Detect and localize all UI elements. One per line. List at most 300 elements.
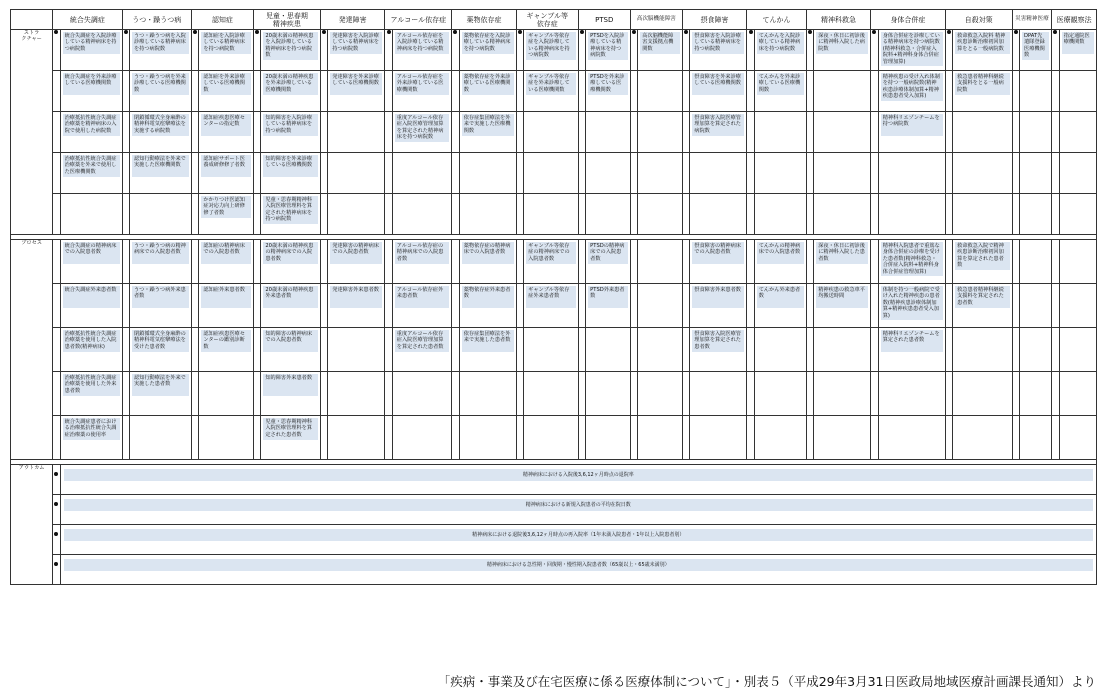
indicator-cell: [524, 71, 579, 112]
bullet-cell: [320, 194, 327, 235]
indicator-cell: [129, 372, 191, 416]
bullet-cell: [53, 372, 60, 416]
bullet-cell: [682, 112, 689, 153]
indicator-cell: [60, 240, 122, 284]
indicator-cell: [199, 153, 254, 194]
indicator-text: 指定通院医療機関数: [1062, 32, 1094, 54]
indicator-text: てんかんの精神病床での入院患者数: [757, 242, 804, 264]
bullet-dot: [124, 30, 128, 34]
bullet-dot: [54, 562, 58, 566]
indicator-cell: [261, 416, 321, 460]
bullet-cell: [320, 71, 327, 112]
indicator-text: 認知症を入院診療している精神病床を持つ病院数: [201, 32, 251, 54]
indicator-cell: [328, 328, 385, 372]
indicator-cell: [392, 153, 452, 194]
indicator-text: 20歳未満の精神疾患を外来診療している医療機関数: [263, 73, 318, 95]
bullet-cell: [516, 112, 523, 153]
indicator-text: PTSDを外来診療している医療機関数: [588, 73, 628, 95]
indicator-text: 依存症集団療法を外来で実施した患者数: [462, 330, 514, 352]
bullet-cell: [53, 30, 60, 71]
bullet-cell: [682, 416, 689, 460]
bullet-cell: [1052, 112, 1059, 153]
bullet-cell: [945, 153, 952, 194]
bullet-cell: [630, 240, 637, 284]
indicator-cell: [754, 240, 806, 284]
bullet-cell: [516, 416, 523, 460]
indicator-cell: [953, 284, 1013, 328]
indicator-text: 認知行動療法を外来で実施した医療機関数: [132, 155, 189, 177]
column-header: 医療観察法: [1052, 10, 1097, 30]
bullet-cell: [452, 328, 459, 372]
bullet-cell: [578, 372, 585, 416]
indicator-text: 治療抵抗性統合失調症治療薬を使用した入院患者数(精神病床): [63, 330, 120, 352]
indicator-cell: [459, 153, 516, 194]
bullet-dot: [255, 30, 259, 34]
outcome-text: 精神病床における退院後3,6,12ヶ月時点の再入院率（1年未満入院患者・1年以上入院患者別）: [64, 529, 1093, 541]
indicator-cell: [459, 416, 516, 460]
indicator-cell: [328, 153, 385, 194]
bullet-cell: [122, 416, 129, 460]
indicator-cell: [129, 194, 191, 235]
indicator-cell: [814, 153, 871, 194]
bullet-cell: [871, 153, 878, 194]
bullet-cell: [516, 71, 523, 112]
bullet-cell: [516, 153, 523, 194]
bullet-cell: [578, 30, 585, 71]
bullet-cell: [385, 284, 392, 328]
indicator-text: アルコール依存症外来患者数: [395, 286, 450, 308]
bullet-cell: [630, 328, 637, 372]
bullet-cell: [53, 555, 60, 585]
indicator-text: 体制を持つ一般病院で受け入れた精神疾患の患者数(精神疾患診療体制加算+精神疾患患者受入加算): [881, 286, 943, 320]
indicator-cell: [392, 328, 452, 372]
indicator-text: PTSDを入院診療している精神病床を持つ病院数: [588, 32, 628, 60]
bullet-dot: [54, 502, 58, 506]
indicator-cell: [814, 240, 871, 284]
indicator-cell: [586, 240, 631, 284]
indicator-cell: [459, 30, 516, 71]
process-row: [11, 372, 1097, 416]
bullet-cell: [682, 328, 689, 372]
indicator-text: かかりつけ医認知症対応力向上研修修了者数: [201, 196, 251, 218]
structure-row: [11, 153, 1097, 194]
indicator-cell: [1059, 153, 1096, 194]
bullet-dot: [580, 30, 584, 34]
indicator-cell: [878, 328, 945, 372]
column-header: 統合失調症: [53, 10, 122, 30]
indicator-cell: [638, 328, 683, 372]
bullet-dot: [947, 30, 951, 34]
indicator-cell: [814, 416, 871, 460]
bullet-dot: [322, 30, 326, 34]
column-header: 高次脳機能障害: [630, 10, 682, 30]
indicator-cell: [392, 284, 452, 328]
indicator-text: 知的障害外来患者数: [263, 374, 318, 396]
bullet-cell: [945, 240, 952, 284]
bullet-dot: [632, 30, 636, 34]
bullet-cell: [747, 112, 754, 153]
bullet-cell: [191, 30, 198, 71]
indicator-cell: [754, 30, 806, 71]
bullet-cell: [385, 112, 392, 153]
bullet-cell: [1012, 153, 1019, 194]
indicator-cell: [690, 71, 747, 112]
bullet-cell: [1052, 284, 1059, 328]
indicator-cell: [199, 71, 254, 112]
bullet-cell: [871, 112, 878, 153]
indicator-text: 高次脳機能障害支援拠点機関数: [640, 32, 680, 54]
indicator-cell: [953, 372, 1013, 416]
bullet-cell: [253, 112, 260, 153]
indicator-cell: [261, 328, 321, 372]
structure-row: [11, 30, 1097, 71]
indicator-text: 認知行動療法を外来で実施した患者数: [132, 374, 189, 396]
bullet-cell: [630, 71, 637, 112]
bullet-cell: [53, 328, 60, 372]
bullet-cell: [1012, 71, 1019, 112]
bullet-cell: [53, 153, 60, 194]
indicator-cell: [754, 328, 806, 372]
bullet-cell: [945, 328, 952, 372]
bullet-cell: [682, 153, 689, 194]
bullet-cell: [191, 194, 198, 235]
indicator-cell: [129, 240, 191, 284]
indicator-cell: [586, 416, 631, 460]
bullet-dot: [684, 30, 688, 34]
bullet-cell: [1052, 240, 1059, 284]
bullet-cell: [53, 465, 60, 495]
bullet-cell: [122, 112, 129, 153]
indicator-cell: [60, 372, 122, 416]
bullet-cell: [1052, 328, 1059, 372]
indicator-text: アルコール依存症を入院診療している精神病床を持つ病院数: [395, 32, 450, 54]
indicator-cell: [524, 416, 579, 460]
column-header: 精神科救急: [806, 10, 870, 30]
bullet-cell: [452, 30, 459, 71]
column-header: 災害精神医療: [1012, 10, 1052, 30]
bullet-cell: [945, 30, 952, 71]
indicator-cell: [328, 284, 385, 328]
bullet-cell: [578, 153, 585, 194]
bullet-cell: [747, 284, 754, 328]
bullet-cell: [53, 194, 60, 235]
indicator-cell: [690, 153, 747, 194]
indicator-cell: [690, 328, 747, 372]
indicator-cell: [638, 194, 683, 235]
indicator-text: 救命救急入院料 精神疾患診断治療初回加算をとる一般病院数: [955, 32, 1010, 54]
indicator-text: 精神科リエゾンチームを持つ病院数: [881, 114, 943, 136]
indicator-cell: [953, 416, 1013, 460]
column-header: 発達障害: [320, 10, 384, 30]
indicator-cell: [392, 112, 452, 153]
indicator-cell: [1020, 372, 1052, 416]
indicator-cell: [638, 153, 683, 194]
bullet-cell: [320, 30, 327, 71]
bullet-cell: [1012, 112, 1019, 153]
indicator-cell: [953, 194, 1013, 235]
indicator-cell: [638, 416, 683, 460]
indicator-text: 統合失調症外来患者数: [63, 286, 120, 308]
indicator-cell: [261, 112, 321, 153]
bullet-cell: [578, 71, 585, 112]
indicator-cell: [878, 240, 945, 284]
bullet-cell: [253, 30, 260, 71]
indicator-cell: [1020, 328, 1052, 372]
indicator-cell: [129, 284, 191, 328]
indicator-text: 摂食障害を入院診療している精神病床を持つ病院数: [692, 32, 744, 54]
bullet-cell: [122, 328, 129, 372]
bullet-cell: [122, 153, 129, 194]
indicator-text: 認知症外来患者数: [201, 286, 251, 308]
indicator-text: 薬物依存症を外来診療している医療機関数: [462, 73, 514, 95]
column-header: 薬物依存症: [452, 10, 516, 30]
indicator-text: 認知症を外来診療している医療機関数: [201, 73, 251, 95]
bullet-cell: [578, 328, 585, 372]
indicator-text: てんかん外来患者数: [757, 286, 804, 308]
indicator-cell: [1020, 153, 1052, 194]
indicator-text: 20歳未満の精神疾患を入院診療している精神病床を持つ病院数: [263, 32, 318, 60]
indicator-text: 深夜・休日に初診後に精神科入院した病院数: [816, 32, 868, 54]
bullet-cell: [385, 71, 392, 112]
indicator-cell: [1020, 416, 1052, 460]
bullet-cell: [452, 240, 459, 284]
indicator-cell: [754, 416, 806, 460]
indicator-cell: [524, 112, 579, 153]
indicator-text: 摂食障害入院医療管理加算を算定された病院数: [692, 114, 744, 136]
indicator-cell: [328, 372, 385, 416]
bullet-cell: [747, 194, 754, 235]
indicator-cell: [814, 30, 871, 71]
bullet-cell: [806, 328, 813, 372]
indicator-text: 深夜・休日に初診後に精神科入院した患者数: [816, 242, 868, 264]
indicator-cell: [814, 372, 871, 416]
column-header: ギャンブル等 依存症: [516, 10, 578, 30]
indicator-text: 知的障害を外来診療している医療機関数: [263, 155, 318, 177]
indicator-cell: [60, 284, 122, 328]
bullet-cell: [191, 416, 198, 460]
bullet-cell: [1052, 194, 1059, 235]
bullet-cell: [53, 284, 60, 328]
process-row: [11, 416, 1097, 460]
bullet-cell: [806, 112, 813, 153]
indicator-cell: [586, 71, 631, 112]
bullet-cell: [630, 30, 637, 71]
indicator-cell: [524, 328, 579, 372]
indicator-cell: [953, 240, 1013, 284]
structure-section-label: ストラ クチャー: [11, 30, 53, 235]
bullet-cell: [747, 416, 754, 460]
bullet-cell: [385, 372, 392, 416]
bullet-dot: [808, 30, 812, 34]
indicator-text: ギャンブル等依存症外来患者数: [526, 286, 576, 308]
indicator-cell: [1020, 112, 1052, 153]
bullet-cell: [122, 194, 129, 235]
bullet-cell: [806, 284, 813, 328]
bullet-cell: [452, 416, 459, 460]
bullet-cell: [871, 240, 878, 284]
indicator-cell: [586, 30, 631, 71]
indicator-cell: [129, 328, 191, 372]
indicator-text: 摂食障害を外来診療している医療機関数: [692, 73, 744, 95]
indicator-text: 薬物依存症外来患者数: [462, 286, 514, 308]
indicator-cell: [814, 112, 871, 153]
bullet-cell: [385, 30, 392, 71]
indicator-cell: [129, 153, 191, 194]
bullet-cell: [1052, 372, 1059, 416]
indicator-cell: [261, 153, 321, 194]
indicator-text: 児童・思春期精神科入院医療管理料を算定された患者数: [263, 418, 318, 440]
indicator-cell: [878, 194, 945, 235]
bullet-cell: [122, 71, 129, 112]
bullet-cell: [1052, 71, 1059, 112]
indicator-cell: [60, 153, 122, 194]
indicator-cell: [392, 416, 452, 460]
column-header: PTSD: [578, 10, 630, 30]
bullet-cell: [682, 71, 689, 112]
indicator-cell: [586, 153, 631, 194]
indicator-cell: [690, 30, 747, 71]
bullet-cell: [578, 194, 585, 235]
bullet-cell: [191, 372, 198, 416]
bullet-cell: [682, 194, 689, 235]
indicator-cell: [60, 71, 122, 112]
bullet-cell: [516, 372, 523, 416]
indicator-text: 薬物依存症を入院診療している精神病床を持つ病院数: [462, 32, 514, 54]
indicator-text: うつ・躁うつ病を入院診療している精神病床を持つ病院数: [132, 32, 189, 54]
indicator-cell: [1020, 284, 1052, 328]
bullet-cell: [871, 284, 878, 328]
indicator-cell: [199, 240, 254, 284]
indicator-cell: [459, 284, 516, 328]
bullet-cell: [871, 30, 878, 71]
bullet-cell: [253, 416, 260, 460]
bullet-cell: [806, 71, 813, 112]
indicator-text: てんかんを外来診療している医療機関数: [757, 73, 804, 95]
bullet-cell: [53, 416, 60, 460]
bullet-cell: [871, 372, 878, 416]
bullet-cell: [1012, 240, 1019, 284]
bullet-cell: [945, 194, 952, 235]
indicator-cell: [459, 372, 516, 416]
indicator-text: 治療抵抗性統合失調症治療薬を精神病床の入院で使用した病院数: [63, 114, 120, 136]
indicator-cell: [261, 30, 321, 71]
indicator-cell: [754, 284, 806, 328]
indicator-text: ギャンブル等依存症を入院診療している精神病床を持つ病院数: [526, 32, 576, 60]
indicator-cell: [1020, 71, 1052, 112]
bullet-cell: [452, 372, 459, 416]
indicator-cell: [328, 71, 385, 112]
column-header: アルコール依存症: [385, 10, 452, 30]
indicator-text: 身体合併症を診療している精神病床を持つ病院数(精神科救急・合併症入院料+精神科身体合併症管理加算): [881, 32, 943, 66]
bullet-cell: [945, 284, 952, 328]
indicator-cell: [814, 194, 871, 235]
indicator-cell: [690, 194, 747, 235]
structure-row: [11, 194, 1097, 235]
indicator-cell: [878, 112, 945, 153]
indicator-text: 認知症疾患医療センターの鑑別診断数: [201, 330, 251, 352]
indicator-text: 精神科リエゾンチームを算定された患者数: [881, 330, 943, 352]
indicator-cell: [129, 416, 191, 460]
indicator-cell: [392, 240, 452, 284]
indicator-text: 救命救急入院で精神疾患診断治療初回加算を算定された患者数: [955, 242, 1010, 270]
indicator-cell: [60, 112, 122, 153]
indicator-cell: [690, 240, 747, 284]
indicator-cell: [878, 284, 945, 328]
indicator-cell: [1059, 240, 1096, 284]
bullet-cell: [1012, 284, 1019, 328]
outcome-text: 精神病床における入院後3,6,12ヶ月時点の退院率: [64, 469, 1093, 481]
bullet-cell: [191, 71, 198, 112]
indicator-text: アルコール依存症の精神病床での入院患者数: [395, 242, 450, 264]
bullet-cell: [747, 372, 754, 416]
bullet-cell: [191, 240, 198, 284]
bullet-cell: [945, 372, 952, 416]
bullet-cell: [452, 112, 459, 153]
indicator-cell: [60, 416, 122, 460]
indicator-cell: [754, 71, 806, 112]
indicator-cell: [60, 30, 122, 71]
bullet-cell: [53, 525, 60, 555]
indicator-cell: [328, 194, 385, 235]
bullet-dot: [1053, 30, 1057, 34]
indicator-text: DPAT先遣隊登録医療機関数: [1022, 32, 1049, 60]
indicator-text: 認知症サポート医養成研修修了者数: [201, 155, 251, 177]
column-header: 認知症: [191, 10, 253, 30]
indicator-cell: [754, 194, 806, 235]
bullet-cell: [630, 372, 637, 416]
indicator-cell: [878, 372, 945, 416]
bullet-cell: [452, 153, 459, 194]
bullet-dot: [518, 30, 522, 34]
indicator-cell: [199, 284, 254, 328]
bullet-cell: [806, 240, 813, 284]
bullet-cell: [747, 30, 754, 71]
indicator-cell: [459, 328, 516, 372]
indicator-cell: [459, 112, 516, 153]
bullet-cell: [320, 153, 327, 194]
bullet-cell: [945, 416, 952, 460]
indicator-cell: [392, 71, 452, 112]
indicator-cell: [261, 71, 321, 112]
indicator-cell: [586, 284, 631, 328]
indicator-cell: [586, 112, 631, 153]
indicator-cell: [1059, 194, 1096, 235]
indicator-cell: [1020, 30, 1052, 71]
indicator-cell: [1059, 112, 1096, 153]
column-header: 身体合併症: [871, 10, 945, 30]
outcome-row: [11, 495, 1097, 525]
bullet-cell: [122, 372, 129, 416]
indicator-text: 精神疾患の救急車平均搬送時間: [816, 286, 868, 308]
outcome-cell: [60, 495, 1096, 525]
indicator-text: うつ・躁うつ病外来患者数: [132, 286, 189, 308]
indicator-cell: [690, 284, 747, 328]
bullet-cell: [945, 112, 952, 153]
bullet-cell: [578, 284, 585, 328]
indicator-cell: [638, 71, 683, 112]
bullet-dot: [54, 30, 58, 34]
bullet-cell: [385, 328, 392, 372]
structure-row: [11, 112, 1097, 153]
bullet-cell: [578, 112, 585, 153]
bullet-cell: [1012, 328, 1019, 372]
source-caption: 「疾病・事業及び在宅医療に係る医療体制について」・別表５（平成29年3月31日医政局地域医療計画課長通知）より: [437, 674, 1096, 689]
column-header: てんかん: [747, 10, 807, 30]
indicator-cell: [392, 372, 452, 416]
indicator-text: 発達障害外来患者数: [330, 286, 382, 308]
bullet-dot: [54, 472, 58, 476]
bullet-cell: [806, 153, 813, 194]
